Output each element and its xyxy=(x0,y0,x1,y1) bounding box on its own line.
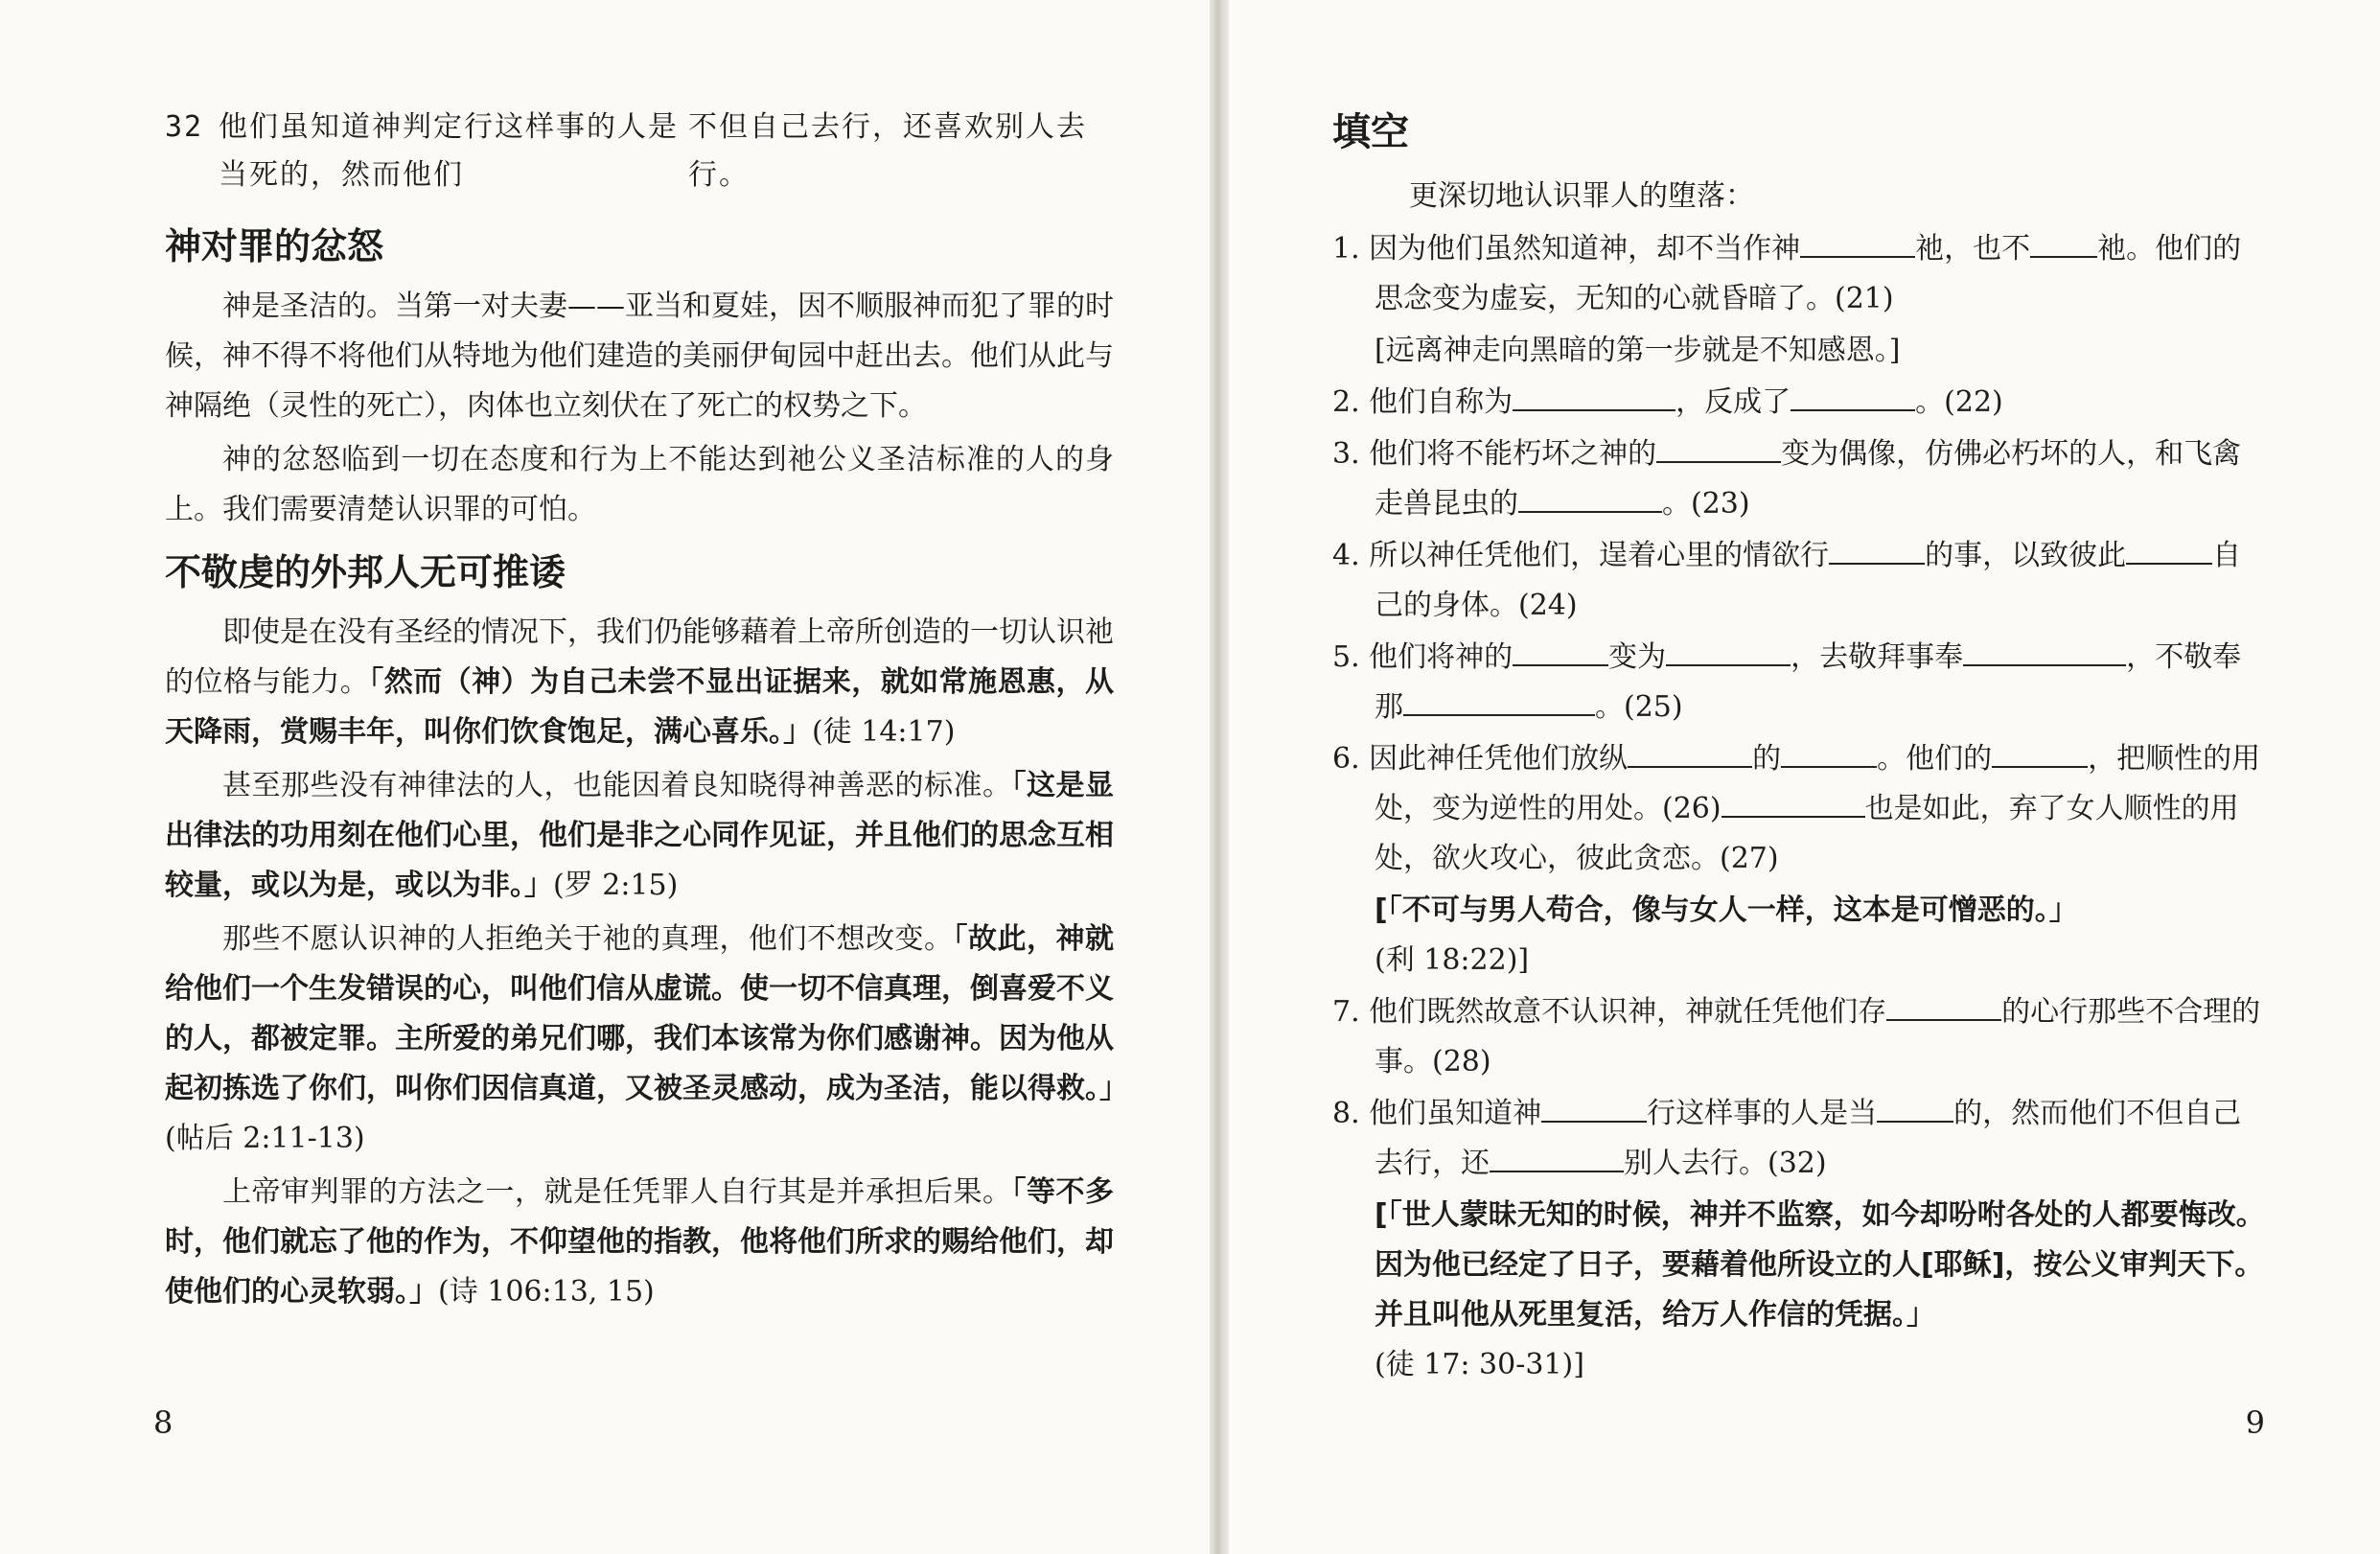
question-text: 7. 他们既然故意不认识神，神就任凭他们存 xyxy=(1332,995,1887,1029)
verse-32 xyxy=(165,104,1114,199)
answer-blank[interactable] xyxy=(1628,735,1752,768)
question-text: 3. 他们将不能朽坏之神的 xyxy=(1332,437,1657,471)
scripture-quote: 「这是显出律法的功用刻在他们心里，他们是非之心同作见证，并且他们的思念互相较量，或以为是，或以为非。」 xyxy=(165,769,1114,902)
paragraph-text: 上帝审判罪的方法之一，就是任凭罪人自行其是并承担后果。 xyxy=(222,1175,1012,1209)
question-text: 。(25) xyxy=(1595,690,1683,724)
question-text: 的心行那些不合理的事。(28) xyxy=(1375,995,2261,1079)
question-1 xyxy=(1332,224,2265,324)
answer-blank[interactable] xyxy=(1666,634,1791,666)
paragraph-gentiles-1 xyxy=(165,608,1114,757)
paragraph-gentiles-2 xyxy=(165,761,1114,911)
question-3 xyxy=(1332,429,2265,529)
paragraph-text: 那些不愿认识神的人拒绝关于祂的真理，他们不想改变。 xyxy=(222,922,954,956)
answer-blank[interactable] xyxy=(1518,480,1662,513)
page-number-left: 8 xyxy=(153,1404,173,1441)
answer-blank[interactable] xyxy=(1490,1140,1624,1172)
scripture-ref: (徒 17: 30-31)] xyxy=(1375,1348,1584,1381)
question-text: 5. 他们将神的 xyxy=(1332,640,1513,674)
book-gutter xyxy=(1210,0,1229,1554)
answer-blank[interactable] xyxy=(1992,735,2088,768)
question-text: 别人去行。(32) xyxy=(1624,1147,1827,1180)
question-text: 的事，以致彼此 xyxy=(1925,539,2127,572)
question-text: 。(22) xyxy=(1915,385,2003,419)
note-1: [远离神走向黑暗的第一步就是不知感恩。] xyxy=(1375,334,1901,367)
scripture-ref: (帖后 2:11-13) xyxy=(165,1122,365,1155)
question-text: 2. 他们自称为 xyxy=(1332,385,1513,419)
scripture-quote: 「等不多时，他们就忘了他的作为，不仰望他的指教，他将他们所求的赐给他们，却使他们的心灵软弱。」 xyxy=(165,1175,1114,1309)
question-text: 。他们的 xyxy=(1877,742,1993,776)
paragraph-text: 即使是在没有圣经的情况下，我们仍能够藉着上帝所创造的一切认识祂的位格与能力。 xyxy=(165,615,1114,699)
answer-blank[interactable] xyxy=(1800,225,1915,258)
question-text: 。(23) xyxy=(1662,487,1750,521)
section-title-wrath: 神对罪的忿怒 xyxy=(165,225,384,267)
answer-blank[interactable] xyxy=(1877,1090,1953,1123)
verse-text-col2: 不但自己去行，还喜欢别人去行。 xyxy=(688,110,1087,192)
question-text: 8. 他们虽知道神 xyxy=(1332,1097,1542,1130)
question-text: 行这样事的人是当 xyxy=(1647,1097,1878,1130)
fill-in-intro: 更深切地认识罪人的堕落： xyxy=(1409,179,1754,213)
question-5 xyxy=(1332,633,2265,732)
question-7 xyxy=(1332,987,2265,1087)
question-text: ，去敬拜事奉 xyxy=(1791,640,1964,674)
paragraph-wrath-2: 神的忿怒临到一切在态度和行为上不能达到祂公义圣洁标准的人的身上。我们需要清楚认识罪的可怕。 xyxy=(165,443,1114,526)
question-text: 的，然而他们不但自己去行，还 xyxy=(1375,1097,2242,1180)
scripture-quote: [「不可与男人苟合，像与女人一样，这本是可憎恶的。」 xyxy=(1375,893,2078,927)
verse-text-col1: 他们虽知道神判定行这样事的人是当死的，然而他们 xyxy=(219,110,679,192)
fill-in-heading: 填空 xyxy=(1332,110,1409,154)
question-2 xyxy=(1332,378,2265,428)
scripture-quote: [「世人蒙昧无知的时候，神并不监察，如今却吩咐各处的人都要悔改。因为他已经定了日子，要藉着他所设立的人[耶稣]，按公义审判天下。并且叫他从死里复活，给万人作信的凭据。」 xyxy=(1375,1198,2265,1332)
section-title-gentiles: 不敬虔的外邦人无可推诿 xyxy=(165,551,566,593)
scripture-quote: 「故此，神就给他们一个生发错误的心，叫他们信从虚谎。使一切不信真理，倒喜爱不义的人，都被定罪。主所爱的弟兄们哪，我们本该常为你们感谢神。因为他从起初拣选了你们，叫你们因信真道，又被圣灵感动，成为圣洁，能以得救。」 xyxy=(165,922,1128,1105)
right-page xyxy=(1229,0,2380,1554)
question-text: ，把顺性的用处，变为逆性的用处。(26) xyxy=(1375,742,2261,825)
scripture-ref: (罗 2:15) xyxy=(553,869,679,902)
question-text: 也是如此，弃了女人顺性的用处，欲火攻心，彼此贪恋。(27) xyxy=(1375,792,2239,875)
question-text: 自己的身体。(24) xyxy=(1375,539,2242,622)
answer-blank[interactable] xyxy=(1791,379,1915,411)
paragraph-gentiles-4 xyxy=(165,1168,1114,1317)
question-4 xyxy=(1332,531,2265,631)
question-text: 祂。他们的思念变为虚妄，无知的心就昏暗了。(21) xyxy=(1375,232,2242,315)
question-text: 1. 因为他们虽然知道神，却不当作神 xyxy=(1332,232,1801,266)
answer-blank[interactable] xyxy=(1829,532,1925,565)
verse-number: 32 xyxy=(165,110,204,144)
paragraph-wrath-1: 神是圣洁的。当第一对夫妻——亚当和夏娃，因不顺服神而犯了罪的时候，神不得不将他们从特地为他们建造的美丽伊甸园中赶出去。他们从此与神隔绝（灵性的死亡），肉体也立刻伏在了死亡的权势之下。 xyxy=(165,290,1114,423)
answer-blank[interactable] xyxy=(2126,532,2212,565)
answer-blank[interactable] xyxy=(2030,225,2097,258)
question-6 xyxy=(1332,734,2265,884)
question-text: 的 xyxy=(1752,742,1782,776)
question-text: 变为偶像，仿佛必朽坏的人，和飞禽走兽昆虫的 xyxy=(1375,437,2242,521)
answer-blank[interactable] xyxy=(1886,988,2001,1021)
answer-blank[interactable] xyxy=(1541,1090,1647,1123)
note-8 xyxy=(1375,1191,2265,1390)
answer-blank[interactable] xyxy=(1963,634,2126,666)
question-8 xyxy=(1332,1089,2265,1189)
scripture-quote: 「然而（神）为自己未尝不显出证据来，就如常施恩惠，从天降雨，赏赐丰年，叫你们饮食饱足，满心喜乐。」 xyxy=(165,665,1114,749)
note-6 xyxy=(1375,886,2265,986)
page-number-right: 9 xyxy=(2245,1404,2265,1441)
answer-blank[interactable] xyxy=(1656,430,1781,463)
paragraph-gentiles-3 xyxy=(165,915,1128,1164)
paragraph-text: 甚至那些没有神律法的人，也能因着良知晓得神善恶的标准。 xyxy=(222,769,1012,802)
scripture-ref: (徒 14:17) xyxy=(812,715,956,749)
question-text: ，不敬奉那 xyxy=(1375,640,2242,724)
answer-blank[interactable] xyxy=(1721,785,1865,818)
scripture-ref: (诗 106:13, 15) xyxy=(438,1275,655,1309)
scripture-ref: (利 18:22)] xyxy=(1375,943,1530,977)
question-text: 6. 因此神任凭他们放纵 xyxy=(1332,742,1629,776)
answer-blank[interactable] xyxy=(1513,379,1675,411)
answer-blank[interactable] xyxy=(1513,634,1608,666)
answer-blank[interactable] xyxy=(1781,735,1877,768)
question-text: 祂，也不 xyxy=(1915,232,2031,266)
answer-blank[interactable] xyxy=(1403,684,1595,716)
question-text: 变为 xyxy=(1608,640,1667,674)
question-text: 4. 所以神任凭他们，逞着心里的情欲行 xyxy=(1332,539,1830,572)
question-text: ，反成了 xyxy=(1675,385,1791,419)
